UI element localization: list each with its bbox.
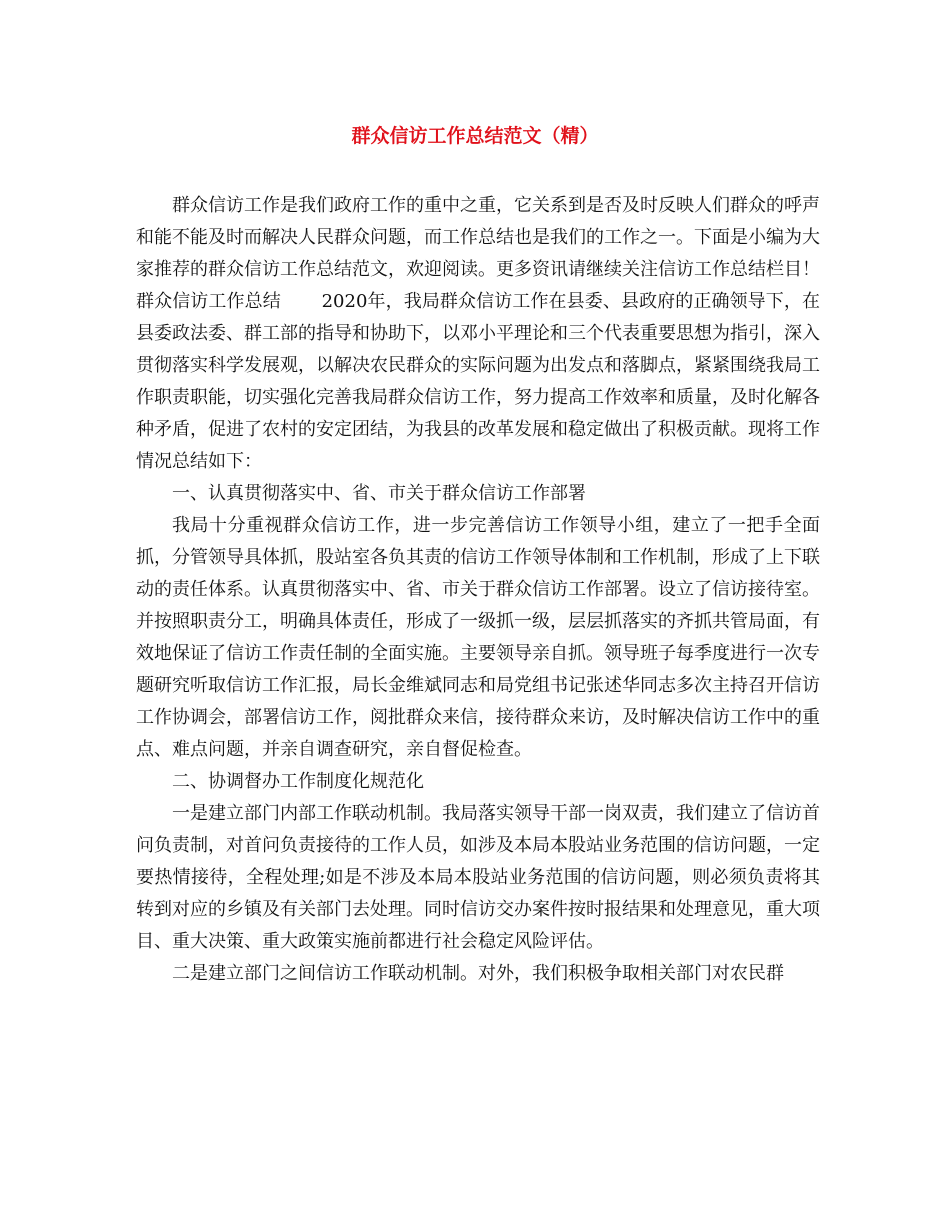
summary-text: 2020年，我局群众信访工作在县委、县政府的正确领导下，在县委政法委、群工部的指导和协助下，以邓小平理论和三个代表重要思想为指引，深入贯彻落实科学发展观，以解决农民群众的实际问题为出发点和落脚点，紧紧围绕我局工作职责职能，切实强化完善我局群众信访工作，努力提高工作效率和质量，及时化解各种矛盾，促进了农村的安定团结，为我县的改革发展和稳定做出了积极贡献。现将工作情况总结如下：: [136, 291, 820, 472]
section-heading-2: 二、协调督办工作制度化规范化: [172, 771, 424, 792]
document-body: [136, 190, 820, 990]
document-title: 群众信访工作总结范文（精）: [351, 125, 599, 147]
section-1-paragraph: 我局十分重视群众信访工作，进一步完善信访工作领导小组，建立了一把手全面抓，分管领导具体抓，股站室各负其责的信访工作领导体制和工作机制，形成了上下联动的责任体系。认真贯彻落实中、省、市关于群众信访工作部署。设立了信访接待室。并按照职责分工，明确具体责任，形成了一级抓一级，层层抓落实的齐抓共管局面，有效地保证了信访工作责任制的全面实施。主要领导亲自抓。领导班子每季度进行一次专题研究听取信访工作汇报，局长金维斌同志和局党组书记张述华同志多次主持召开信访工作协调会，部署信访工作，阅批群众来信，接待群众来访，及时解决信访工作中的重点、难点问题，并亲自调查研究，亲自督促检查。: [136, 515, 820, 760]
summary-paragraph: [136, 286, 820, 478]
section-2-paragraph-2: 二是建立部门之间信访工作联动机制。对外，我们积极争取相关部门对农民群: [172, 963, 784, 984]
summary-lead: 群众信访工作总结: [136, 291, 281, 312]
section-heading-1: 一、认真贯彻落实中、省、市关于群众信访工作部署: [172, 483, 586, 504]
intro-paragraph: 群众信访工作是我们政府工作的重中之重，它关系到是否及时反映人们群众的呼声和能不能及时而解决人民群众问题，而工作总结也是我们的工作之一。下面是小编为大家推荐的群众信访工作总结范文，欢迎阅读。更多资讯请继续关注信访工作总结栏目！: [136, 195, 820, 280]
section-2-paragraph-1: 一是建立部门内部工作联动机制。我局落实领导干部一岗双责，我们建立了信访首问负责制，对首问负责接待的工作人员，如涉及本局本股站业务范围的信访问题，一定要热情接待，全程处理;如是不涉及本局本股站业务范围的信访问题，则必须负责将其转到对应的乡镇及有关部门去处理。同时信访交办案件按时报结果和处理意见，重大项目、重大决策、重大政策实施前都进行社会稳定风险评估。: [136, 803, 820, 952]
